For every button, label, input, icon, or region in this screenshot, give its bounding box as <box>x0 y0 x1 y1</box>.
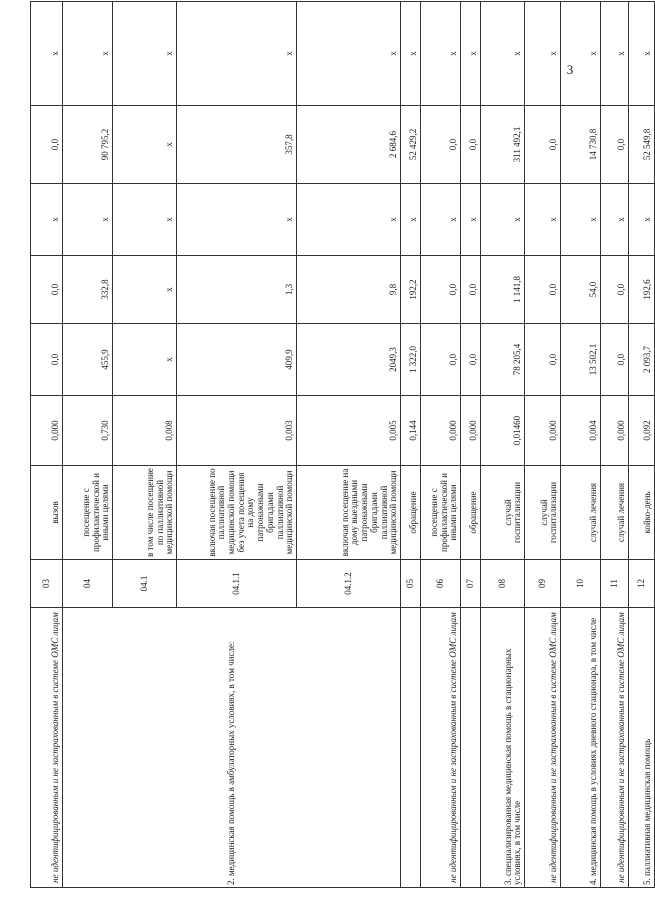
row-budget-cell: 192,2 <box>401 256 421 324</box>
row-code-cell: 04.1 <box>113 560 177 608</box>
row-cost-cell: 409,9 <box>177 324 297 396</box>
row-oms-cell: x <box>525 184 561 256</box>
row-sum-oms-cell: x <box>461 2 481 106</box>
row-name-cell: не идентифицированным и не застрахованным в системе ОМС лицам <box>525 608 561 888</box>
row-sum-oms-cell: x <box>629 2 655 106</box>
row-oms-cell: x <box>461 184 481 256</box>
row-name-cell: не идентифицированным и не застрахованным в системе ОМС лицам <box>421 608 461 888</box>
row-sum-oms-cell: x <box>113 2 177 106</box>
table-row <box>561 2 601 888</box>
row-sum-budget-cell: 0,0 <box>31 106 63 184</box>
row-oms-cell: x <box>561 184 601 256</box>
row-unit-cell: случай лечения <box>601 466 629 560</box>
row-cost-cell: 78 205,4 <box>481 324 525 396</box>
row-budget-cell: x <box>113 256 177 324</box>
row-unit-cell: обращение <box>401 466 421 560</box>
row-code-cell: 11 <box>601 560 629 608</box>
row-code-cell: 10 <box>561 560 601 608</box>
row-cost-cell: 2 093,7 <box>629 324 655 396</box>
row-unit-cell: посещение с профилактической и иными целями <box>63 466 113 560</box>
row-budget-cell: 0,0 <box>31 256 63 324</box>
row-sum-oms-cell: x <box>481 2 525 106</box>
row-sum-oms-cell: x <box>297 2 401 106</box>
table-row <box>525 2 561 888</box>
row-norm-cell: 0,003 <box>177 396 297 466</box>
table-row <box>629 2 655 888</box>
row-unit-cell: посещение с профилактической и иными целями <box>421 466 461 560</box>
table-row <box>421 2 461 888</box>
row-sum-budget-cell: 14 730,8 <box>561 106 601 184</box>
row-name-cell: 4. медицинская помощь в условиях дневного стационара, в том числе <box>561 608 601 888</box>
row-norm-cell: 0,092 <box>629 396 655 466</box>
row-oms-cell: x <box>601 184 629 256</box>
row-budget-cell: 0,0 <box>525 256 561 324</box>
row-sum-oms-cell: x <box>561 2 601 106</box>
row-budget-cell: 54,0 <box>561 256 601 324</box>
rotated-table-container <box>30 30 653 888</box>
row-norm-cell: 0,000 <box>421 396 461 466</box>
row-norm-cell: 0,000 <box>31 396 63 466</box>
row-code-cell: 06 <box>421 560 461 608</box>
row-oms-cell: x <box>31 184 63 256</box>
row-cost-cell: 455,9 <box>63 324 113 396</box>
row-oms-cell: x <box>401 184 421 256</box>
row-name-cell: 5. паллиативная медицинская помощь <box>629 608 655 888</box>
row-cost-cell: 2049,3 <box>297 324 401 396</box>
table-row <box>481 2 525 888</box>
row-cost-cell: 0,0 <box>525 324 561 396</box>
page-number: 3 <box>566 62 574 77</box>
table-row <box>601 2 629 888</box>
row-code-cell: 08 <box>481 560 525 608</box>
row-norm-cell: 0,004 <box>561 396 601 466</box>
row-sum-budget-cell: 0,0 <box>525 106 561 184</box>
table-row <box>401 2 421 888</box>
row-sum-oms-cell: x <box>601 2 629 106</box>
row-norm-cell: 0,144 <box>401 396 421 466</box>
row-norm-cell: 0,000 <box>461 396 481 466</box>
row-name-cell <box>461 608 481 888</box>
row-sum-oms-cell: x <box>401 2 421 106</box>
row-unit-cell: включая посещение на дому выездными патронажными бригадами паллиативной медицинской помощи <box>297 466 401 560</box>
row-sum-oms-cell: x <box>421 2 461 106</box>
row-oms-cell: x <box>297 184 401 256</box>
row-code-cell: 09 <box>525 560 561 608</box>
row-norm-cell: 0,008 <box>113 396 177 466</box>
row-sum-budget-cell: 52 549,8 <box>629 106 655 184</box>
table-viewport <box>30 30 653 888</box>
row-cost-cell: 1 322,0 <box>401 324 421 396</box>
row-code-cell: 04.1.1 <box>177 560 297 608</box>
row-oms-cell: x <box>421 184 461 256</box>
row-budget-cell: 0,0 <box>421 256 461 324</box>
row-budget-cell: 1 141,8 <box>481 256 525 324</box>
row-sum-budget-cell: 52 429,2 <box>401 106 421 184</box>
row-unit-cell: вызов <box>31 466 63 560</box>
row-budget-cell: 192,6 <box>629 256 655 324</box>
row-sum-budget-cell: x <box>113 106 177 184</box>
row-oms-cell: x <box>629 184 655 256</box>
row-name-cell: 2. медицинская помощь в амбулаторных условиях, в том числе: <box>63 608 401 888</box>
row-sum-oms-cell: x <box>177 2 297 106</box>
row-oms-cell: x <box>177 184 297 256</box>
row-cost-cell: 0,0 <box>461 324 481 396</box>
row-sum-budget-cell: 0,0 <box>461 106 481 184</box>
row-code-cell: 04.1.2 <box>297 560 401 608</box>
row-cost-cell: 0,0 <box>31 324 63 396</box>
row-unit-cell: обращение <box>461 466 481 560</box>
row-budget-cell: 0,0 <box>461 256 481 324</box>
table-row <box>31 2 63 888</box>
row-sum-budget-cell: 357,8 <box>177 106 297 184</box>
row-name-cell <box>401 608 421 888</box>
row-sum-budget-cell: 311 492,1 <box>481 106 525 184</box>
row-cost-cell: 0,0 <box>421 324 461 396</box>
row-sum-budget-cell: 2 684,6 <box>297 106 401 184</box>
row-norm-cell: 0,005 <box>297 396 401 466</box>
row-budget-cell: 9,8 <box>297 256 401 324</box>
row-sum-oms-cell: x <box>525 2 561 106</box>
row-unit-cell: в том числе посещение по паллиативной медицинской помощи <box>113 466 177 560</box>
row-oms-cell: x <box>481 184 525 256</box>
row-budget-cell: 1,3 <box>177 256 297 324</box>
row-code-cell: 07 <box>461 560 481 608</box>
row-oms-cell: x <box>113 184 177 256</box>
row-sum-budget-cell: 0,0 <box>421 106 461 184</box>
row-norm-cell: 0,730 <box>63 396 113 466</box>
row-name-cell: не идентифицированным и не застрахованным в системе ОМС лицам <box>31 608 63 888</box>
medical-care-norms-table <box>30 1 655 888</box>
row-code-cell: 03 <box>31 560 63 608</box>
table-row <box>63 2 113 888</box>
row-sum-budget-cell: 90 795,2 <box>63 106 113 184</box>
row-oms-cell: x <box>63 184 113 256</box>
row-norm-cell: 0,000 <box>601 396 629 466</box>
row-code-cell: 05 <box>401 560 421 608</box>
row-unit-cell: случай лечения <box>561 466 601 560</box>
row-unit-cell: случай госпитализации <box>481 466 525 560</box>
row-unit-cell: включая посещение по паллиативной медицинской помощи без учета посещения на дому патронажными бригадами паллиативной медицинской помощи <box>177 466 297 560</box>
row-norm-cell: 0,000 <box>525 396 561 466</box>
row-budget-cell: 332,8 <box>63 256 113 324</box>
row-unit-cell: случай госпитализации <box>525 466 561 560</box>
row-sum-oms-cell: x <box>63 2 113 106</box>
row-sum-oms-cell: x <box>31 2 63 106</box>
table-row <box>461 2 481 888</box>
row-cost-cell: 0,0 <box>601 324 629 396</box>
row-code-cell: 04 <box>63 560 113 608</box>
row-sum-budget-cell: 0,0 <box>601 106 629 184</box>
row-norm-cell: 0,01460 <box>481 396 525 466</box>
row-budget-cell: 0,0 <box>601 256 629 324</box>
row-name-cell: не идентифицированным и не застрахованным в системе ОМС лицам <box>601 608 629 888</box>
row-cost-cell: 13 502,1 <box>561 324 601 396</box>
row-cost-cell: x <box>113 324 177 396</box>
row-name-cell: 3. специализированная медицинская помощь в стационарных условиях, в том числе <box>481 608 525 888</box>
row-unit-cell: койко-день <box>629 466 655 560</box>
row-code-cell: 12 <box>629 560 655 608</box>
